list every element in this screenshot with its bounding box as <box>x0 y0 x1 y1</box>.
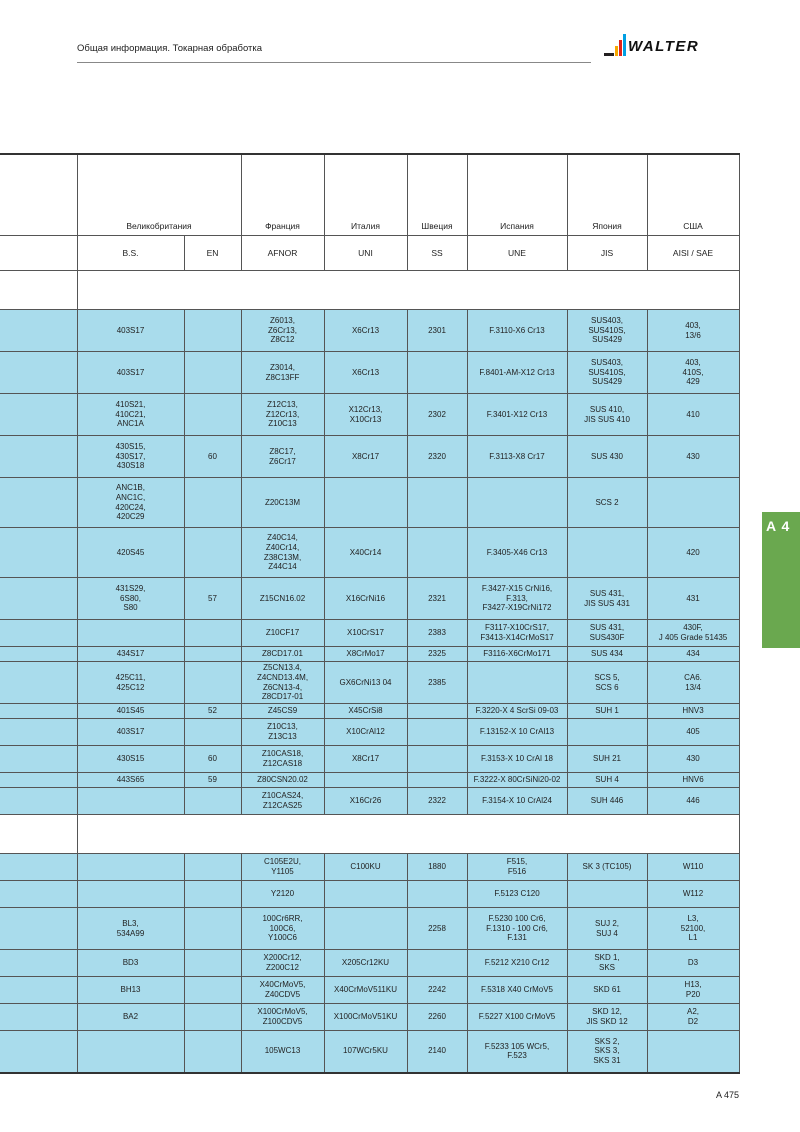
table-cell: F.3220-X 4 ScrSi 09-03 <box>467 704 567 719</box>
table-cell: SKS 2, SKS 3, SKS 31 <box>567 1031 647 1073</box>
table-cell: Z15CN16.02 <box>241 578 324 620</box>
table-cell <box>407 704 467 719</box>
table-cell <box>184 977 241 1004</box>
table-cell <box>0 1004 77 1031</box>
table-cell: F3117-X10CrS17, F3413-X14CrMoS17 <box>467 620 567 647</box>
country-header-sweden: Швеция <box>407 154 467 236</box>
table-cell: SUS 430 <box>567 436 647 478</box>
table-cell <box>77 881 184 908</box>
table-cell: X40CrMoV5, Z40CDV5 <box>241 977 324 1004</box>
table-cell: BD3 <box>77 950 184 977</box>
table-cell: 403S17 <box>77 719 184 746</box>
table-cell <box>0 528 77 578</box>
table-cell: X10CrS17 <box>324 620 407 647</box>
table-cell: 2302 <box>407 394 467 436</box>
table-cell: 2385 <box>407 662 467 704</box>
table-cell: Z10CAS24, Z12CAS25 <box>241 788 324 815</box>
table-cell <box>407 881 467 908</box>
table-cell: X16Cr26 <box>324 788 407 815</box>
table-cell <box>0 662 77 704</box>
table-cell: 52 <box>184 704 241 719</box>
table-cell <box>407 352 467 394</box>
country-header-italy: Италия <box>324 154 407 236</box>
table-cell <box>0 746 77 773</box>
table-row <box>0 662 739 704</box>
table-cell: F.3153-X 10 CrAl 18 <box>467 746 567 773</box>
table-cell: X8CrMo17 <box>324 647 407 662</box>
table-cell <box>407 746 467 773</box>
table-cell: F.5318 X40 CrMoV5 <box>467 977 567 1004</box>
table-cell: SKD 1, SKS <box>567 950 647 977</box>
table-cell <box>567 881 647 908</box>
table-cell: SUH 4 <box>567 773 647 788</box>
table-cell: Z10CF17 <box>241 620 324 647</box>
table-cell: F.3401-X12 Cr13 <box>467 394 567 436</box>
table-cell <box>0 854 77 881</box>
standard-header-blank <box>0 236 77 271</box>
table-cell: 60 <box>184 436 241 478</box>
table-cell: X8Cr17 <box>324 436 407 478</box>
table-cell <box>0 352 77 394</box>
table-row <box>0 647 739 662</box>
table-cell: SKD 12, JIS SKD 12 <box>567 1004 647 1031</box>
table-row <box>0 788 739 815</box>
table-cell <box>324 881 407 908</box>
table-row <box>0 478 739 528</box>
standard-header-aisi: AISI / SAE <box>647 236 739 271</box>
table-cell: SUS403, SUS410S, SUS429 <box>567 352 647 394</box>
table-cell <box>407 719 467 746</box>
table-cell: Z80CSN20.02 <box>241 773 324 788</box>
table-row <box>0 1031 739 1073</box>
table-cell: C105E2U, Y1105 <box>241 854 324 881</box>
table-cell: X8Cr17 <box>324 746 407 773</box>
table-cell: F.8401-AM-X12 Cr13 <box>467 352 567 394</box>
country-header-usa: США <box>647 154 739 236</box>
table-row <box>0 854 739 881</box>
table-row <box>0 620 739 647</box>
section-row <box>0 271 739 310</box>
table-cell: F.3222-X 80CrSiNi20-02 <box>467 773 567 788</box>
walter-logo <box>604 36 744 62</box>
header-divider <box>77 62 591 63</box>
table-cell: 2260 <box>407 1004 467 1031</box>
table-cell <box>184 719 241 746</box>
table-cell: 430 <box>647 436 739 478</box>
table-cell: X200Cr12, Z200C12 <box>241 950 324 977</box>
table-cell: Z12C13, Z12Cr13, Z10C13 <box>241 394 324 436</box>
table-cell: HNV3 <box>647 704 739 719</box>
table-cell: 430S15, 430S17, 430S18 <box>77 436 184 478</box>
table-cell: F.5123 C120 <box>467 881 567 908</box>
table-cell <box>407 478 467 528</box>
table-cell: GX6CrNi13 04 <box>324 662 407 704</box>
table-cell: 403, 410S, 429 <box>647 352 739 394</box>
table-cell <box>567 528 647 578</box>
table-cell: X205Cr12KU <box>324 950 407 977</box>
table-cell: SUS 431, JIS SUS 431 <box>567 578 647 620</box>
table-cell: 2140 <box>407 1031 467 1073</box>
table-cell: F.5230 100 Cr6, F.1310 - 100 Cr6, F.131 <box>467 908 567 950</box>
table-cell: 410 <box>647 394 739 436</box>
table-cell: SUS 410, JIS SUS 410 <box>567 394 647 436</box>
table-cell: 2383 <box>407 620 467 647</box>
table-cell: 403S17 <box>77 352 184 394</box>
standard-header-bs: B.S. <box>77 236 184 271</box>
table-cell: 410S21, 410C21, ANC1A <box>77 394 184 436</box>
table-cell: HNV6 <box>647 773 739 788</box>
table-cell: X12Cr13, X10Cr13 <box>324 394 407 436</box>
logo-wordmark: WALTER <box>628 38 700 55</box>
page-number: A 475 <box>716 1090 740 1100</box>
table-cell: SUJ 2, SUJ 4 <box>567 908 647 950</box>
table-cell: 2321 <box>407 578 467 620</box>
table-cell: F.3405-X46 Cr13 <box>467 528 567 578</box>
table-cell: F.3110-X6 Cr13 <box>467 310 567 352</box>
table-row <box>0 746 739 773</box>
table-cell: F515, F516 <box>467 854 567 881</box>
section-tab-a4[interactable] <box>762 512 800 648</box>
table-cell: D3 <box>647 950 739 977</box>
table-row <box>0 394 739 436</box>
table-cell: F.5233 105 WCr5, F.523 <box>467 1031 567 1073</box>
table-cell <box>77 854 184 881</box>
table-cell: X100CrMoV5, Z100CDV5 <box>241 1004 324 1031</box>
logo-bar-orange <box>615 46 618 56</box>
table-row <box>0 881 739 908</box>
table-cell: 2242 <box>407 977 467 1004</box>
table-cell <box>0 950 77 977</box>
table-cell: F.3154-X 10 CrAl24 <box>467 788 567 815</box>
table-cell: Z10CAS18, Z12CAS18 <box>241 746 324 773</box>
page-header-title: Общая информация. Токарная обработка <box>77 43 263 54</box>
table-cell <box>184 647 241 662</box>
table-cell: A2, D2 <box>647 1004 739 1031</box>
standard-header-jis: JIS <box>567 236 647 271</box>
table-cell: X6Cr13 <box>324 310 407 352</box>
table-cell: SUS 434 <box>567 647 647 662</box>
table-cell <box>0 647 77 662</box>
table-cell: 430S15 <box>77 746 184 773</box>
table-cell <box>0 478 77 528</box>
table-cell: Z45CS9 <box>241 704 324 719</box>
table-cell: 443S65 <box>77 773 184 788</box>
material-comparison-table <box>0 153 740 1074</box>
table-cell: SUH 1 <box>567 704 647 719</box>
table-cell: SUH 21 <box>567 746 647 773</box>
table-cell: F.13152-X 10 CrAl13 <box>467 719 567 746</box>
table-cell <box>184 528 241 578</box>
table-cell: X40CrMoV511KU <box>324 977 407 1004</box>
table-cell: 100Cr6RR, 100C6, Y100C6 <box>241 908 324 950</box>
table-cell: 2322 <box>407 788 467 815</box>
table-cell <box>0 704 77 719</box>
table-row <box>0 719 739 746</box>
table-cell <box>567 719 647 746</box>
table-cell <box>407 773 467 788</box>
table-row <box>0 1004 739 1031</box>
table-cell: SUS 431, SUS430F <box>567 620 647 647</box>
section-row-blank <box>77 271 739 310</box>
table-cell <box>184 310 241 352</box>
table-cell <box>0 908 77 950</box>
table-cell <box>0 719 77 746</box>
table-row <box>0 950 739 977</box>
table-cell: Z8CD17.01 <box>241 647 324 662</box>
table-cell: X6Cr13 <box>324 352 407 394</box>
table-cell <box>184 394 241 436</box>
table-cell: SCS 2 <box>567 478 647 528</box>
table-cell <box>324 908 407 950</box>
country-header-uk: Великобритания <box>77 154 241 236</box>
table-cell: X45CrSi8 <box>324 704 407 719</box>
table-cell <box>184 478 241 528</box>
table-cell: SK 3 (TC105) <box>567 854 647 881</box>
table-cell: 401S45 <box>77 704 184 719</box>
table-cell: L3, 52100, L1 <box>647 908 739 950</box>
table-cell <box>77 1031 184 1073</box>
table-cell <box>407 528 467 578</box>
country-header-blank <box>0 154 77 236</box>
table-cell: SUH 446 <box>567 788 647 815</box>
table-cell <box>0 773 77 788</box>
section-row-label-cell <box>0 271 77 310</box>
table-cell <box>0 436 77 478</box>
table-cell: X16CrNi16 <box>324 578 407 620</box>
table-cell: X40Cr14 <box>324 528 407 578</box>
table-cell <box>467 478 567 528</box>
country-header-row <box>0 154 739 236</box>
table-cell: X10CrAl12 <box>324 719 407 746</box>
table-cell: F.5227 X100 CrMoV5 <box>467 1004 567 1031</box>
table-cell: BA2 <box>77 1004 184 1031</box>
table-cell <box>324 478 407 528</box>
table-cell: W112 <box>647 881 739 908</box>
standard-header-ss: SS <box>407 236 467 271</box>
table-row <box>0 773 739 788</box>
table-cell <box>184 854 241 881</box>
section-row-blank <box>77 815 739 854</box>
table-cell: 403S17 <box>77 310 184 352</box>
table-cell: 446 <box>647 788 739 815</box>
table-cell: Z40C14, Z40Cr14, Z38C13M, Z44C14 <box>241 528 324 578</box>
table-cell: 57 <box>184 578 241 620</box>
table-cell: Z6013, Z6Cr13, Z8C12 <box>241 310 324 352</box>
table-cell <box>184 1031 241 1073</box>
table-cell: 59 <box>184 773 241 788</box>
table-cell: BL3, 534A99 <box>77 908 184 950</box>
table-cell: F.5212 X210 Cr12 <box>467 950 567 977</box>
table-cell: W110 <box>647 854 739 881</box>
table-cell <box>77 620 184 647</box>
table-cell <box>0 1031 77 1073</box>
table-row <box>0 310 739 352</box>
table-row <box>0 436 739 478</box>
standard-header-uni: UNI <box>324 236 407 271</box>
table-cell <box>0 977 77 1004</box>
table-cell: 425C11, 425C12 <box>77 662 184 704</box>
table-cell: 405 <box>647 719 739 746</box>
country-header-spain: Испания <box>467 154 567 236</box>
table-cell: 430 <box>647 746 739 773</box>
table-cell <box>0 881 77 908</box>
table-cell <box>184 788 241 815</box>
table-cell: Z20C13M <box>241 478 324 528</box>
table-cell <box>0 394 77 436</box>
table-cell <box>467 662 567 704</box>
table-cell: 2301 <box>407 310 467 352</box>
logo-bar-green <box>619 40 622 56</box>
table-cell <box>184 662 241 704</box>
table-cell: 420 <box>647 528 739 578</box>
table-cell: 2258 <box>407 908 467 950</box>
section-row-label-cell <box>0 815 77 854</box>
section-row <box>0 815 739 854</box>
table-cell <box>0 310 77 352</box>
table-cell: 105WC13 <box>241 1031 324 1073</box>
table-cell: Z3014, Z8C13FF <box>241 352 324 394</box>
table-cell: Z5CN13.4, Z4CND13.4M, Z6CN13-4, Z8CD17-01 <box>241 662 324 704</box>
table-cell: F.3113-X8 Cr17 <box>467 436 567 478</box>
table-cell <box>184 352 241 394</box>
section-tab-label: A 4 <box>766 518 791 534</box>
table-cell: H13, P20 <box>647 977 739 1004</box>
table-cell <box>0 620 77 647</box>
table-cell: Z10C13, Z13C13 <box>241 719 324 746</box>
table-cell <box>324 773 407 788</box>
table-cell: 2325 <box>407 647 467 662</box>
table-row <box>0 578 739 620</box>
table-cell <box>77 788 184 815</box>
table-row <box>0 977 739 1004</box>
table-cell: 60 <box>184 746 241 773</box>
table-cell: 107WCr5KU <box>324 1031 407 1073</box>
standard-header-en: EN <box>184 236 241 271</box>
table-cell: C100KU <box>324 854 407 881</box>
table-cell: CA6. 13/4 <box>647 662 739 704</box>
table-cell: 434S17 <box>77 647 184 662</box>
table-cell <box>647 478 739 528</box>
table-cell: 431S29, 6S80, S80 <box>77 578 184 620</box>
table-cell: 2320 <box>407 436 467 478</box>
table-row <box>0 352 739 394</box>
table-row <box>0 908 739 950</box>
table-cell <box>184 1004 241 1031</box>
table-cell: 430F, J 405 Grade 51435 <box>647 620 739 647</box>
table-cell: SCS 5, SCS 6 <box>567 662 647 704</box>
table-cell: 420S45 <box>77 528 184 578</box>
table-cell: 434 <box>647 647 739 662</box>
table-cell: 1880 <box>407 854 467 881</box>
table-cell: F3116-X6CrMo171 <box>467 647 567 662</box>
table-cell: 403, 13/6 <box>647 310 739 352</box>
table-cell: BH13 <box>77 977 184 1004</box>
country-header-france: Франция <box>241 154 324 236</box>
standard-header-row <box>0 236 739 271</box>
table-cell <box>184 950 241 977</box>
table-cell: SKD 61 <box>567 977 647 1004</box>
table-cell <box>184 908 241 950</box>
table-cell <box>0 788 77 815</box>
table-cell <box>184 881 241 908</box>
table-cell <box>647 1031 739 1073</box>
table-cell: 431 <box>647 578 739 620</box>
standard-header-une: UNE <box>467 236 567 271</box>
table-cell: SUS403, SUS410S, SUS429 <box>567 310 647 352</box>
table-cell: ANC1B, ANC1C, 420C24, 420C29 <box>77 478 184 528</box>
table-cell <box>184 620 241 647</box>
logo-bar-red <box>604 53 614 56</box>
table-cell: Z8C17, Z6Cr17 <box>241 436 324 478</box>
standard-header-afnor: AFNOR <box>241 236 324 271</box>
table-row <box>0 528 739 578</box>
table-cell: X100CrMoV51KU <box>324 1004 407 1031</box>
table-cell <box>0 578 77 620</box>
country-header-japan: Япония <box>567 154 647 236</box>
table-cell <box>407 950 467 977</box>
table-cell: F.3427-X15 CrNi16, F.313, F3427-X19CrNi172 <box>467 578 567 620</box>
table-cell: Y2120 <box>241 881 324 908</box>
table-row <box>0 704 739 719</box>
logo-bar-blue <box>623 34 626 56</box>
